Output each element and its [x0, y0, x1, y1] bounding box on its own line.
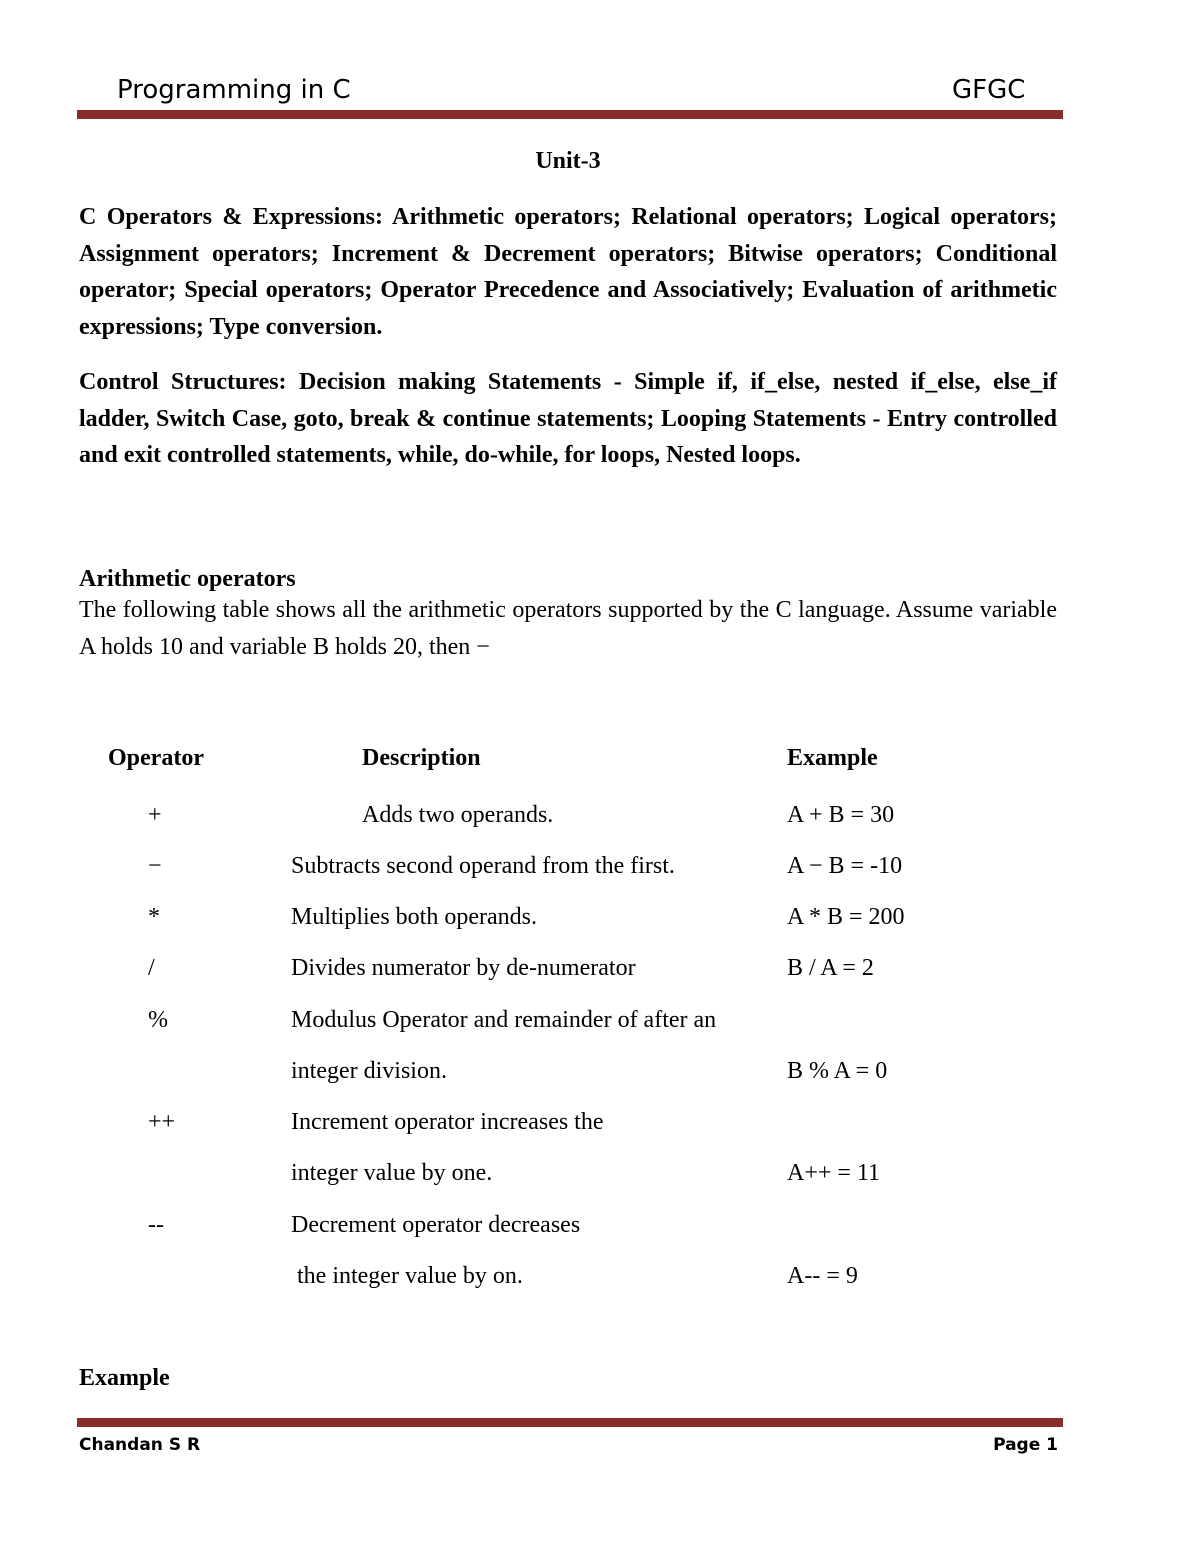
table-header-example: Example: [787, 745, 878, 771]
table-cell-description-continued: the integer value by on.: [291, 1263, 523, 1289]
table-cell-example: A-- = 9: [787, 1263, 858, 1289]
footer-rule: [77, 1418, 1063, 1427]
header-institution: GFGC: [952, 75, 1026, 105]
table-cell-example: A − B = -10: [787, 853, 903, 879]
example-heading: Example: [79, 1365, 170, 1391]
table-cell-operator: +: [148, 802, 162, 828]
table-cell-description: Increment operator increases the: [291, 1109, 604, 1135]
table-cell-operator: --: [148, 1212, 164, 1238]
table-cell-example: B / A = 2: [787, 955, 874, 981]
table-header-description: Description: [362, 745, 481, 771]
table-cell-operator: /: [148, 955, 155, 981]
table-cell-description: Multiplies both operands.: [291, 904, 537, 930]
table-cell-operator: *: [148, 904, 160, 930]
table-cell-example: B % A = 0: [787, 1058, 888, 1084]
table-cell-example: A + B = 30: [787, 802, 895, 828]
table-cell-description-continued: integer division.: [291, 1058, 447, 1084]
table-cell-description: Subtracts second operand from the first.: [291, 853, 675, 879]
footer-author: Chandan S R: [79, 1435, 201, 1455]
table-cell-example: A * B = 200: [787, 904, 905, 930]
footer-page-number: Page 1: [993, 1435, 1058, 1455]
table-cell-description-continued: integer value by one.: [291, 1160, 493, 1186]
table-cell-operator: ++: [148, 1109, 176, 1135]
table-cell-operator: %: [148, 1007, 168, 1033]
table-header-operator: Operator: [108, 745, 204, 771]
table-cell-description: Decrement operator decreases: [291, 1212, 581, 1238]
table-cell-example: A++ = 11: [787, 1160, 881, 1186]
table-cell-description: Divides numerator by de-numerator: [291, 955, 636, 981]
control-structures-syllabus-paragraph: Control Structures: Decision making Statements - Simple if, if_else, nested if_else, else_if ladder, Switch Case, goto, break & continue statements; Looping Statements - Entry controlled and exit controlled statements, while, do-while, for loops, Nested loops.: [79, 369, 1057, 468]
header-title: Programming in C: [117, 75, 351, 105]
table-cell-description: Adds two operands.: [362, 802, 554, 828]
table-cell-description: Modulus Operator and remainder of after an: [291, 1007, 717, 1033]
unit-title: Unit-3: [535, 148, 601, 174]
arithmetic-operators-heading: Arithmetic operators: [79, 566, 296, 592]
header-rule: [77, 110, 1063, 119]
table-cell-operator: −: [148, 853, 162, 879]
arithmetic-intro-paragraph: The following table shows all the arithmetic operators supported by the C language. Assume variable A holds 10 and variable B holds 20, then −: [79, 597, 1057, 660]
operators-syllabus-paragraph: C Operators & Expressions: Arithmetic operators; Relational operators; Logical operators; Assignment operators; Increment & Decrement operators; Bitwise operators; Conditional operator; Special operators; Operator Precedence and Associatively; Evaluation of arithmetic expressions; Type conversion.: [79, 204, 1057, 340]
